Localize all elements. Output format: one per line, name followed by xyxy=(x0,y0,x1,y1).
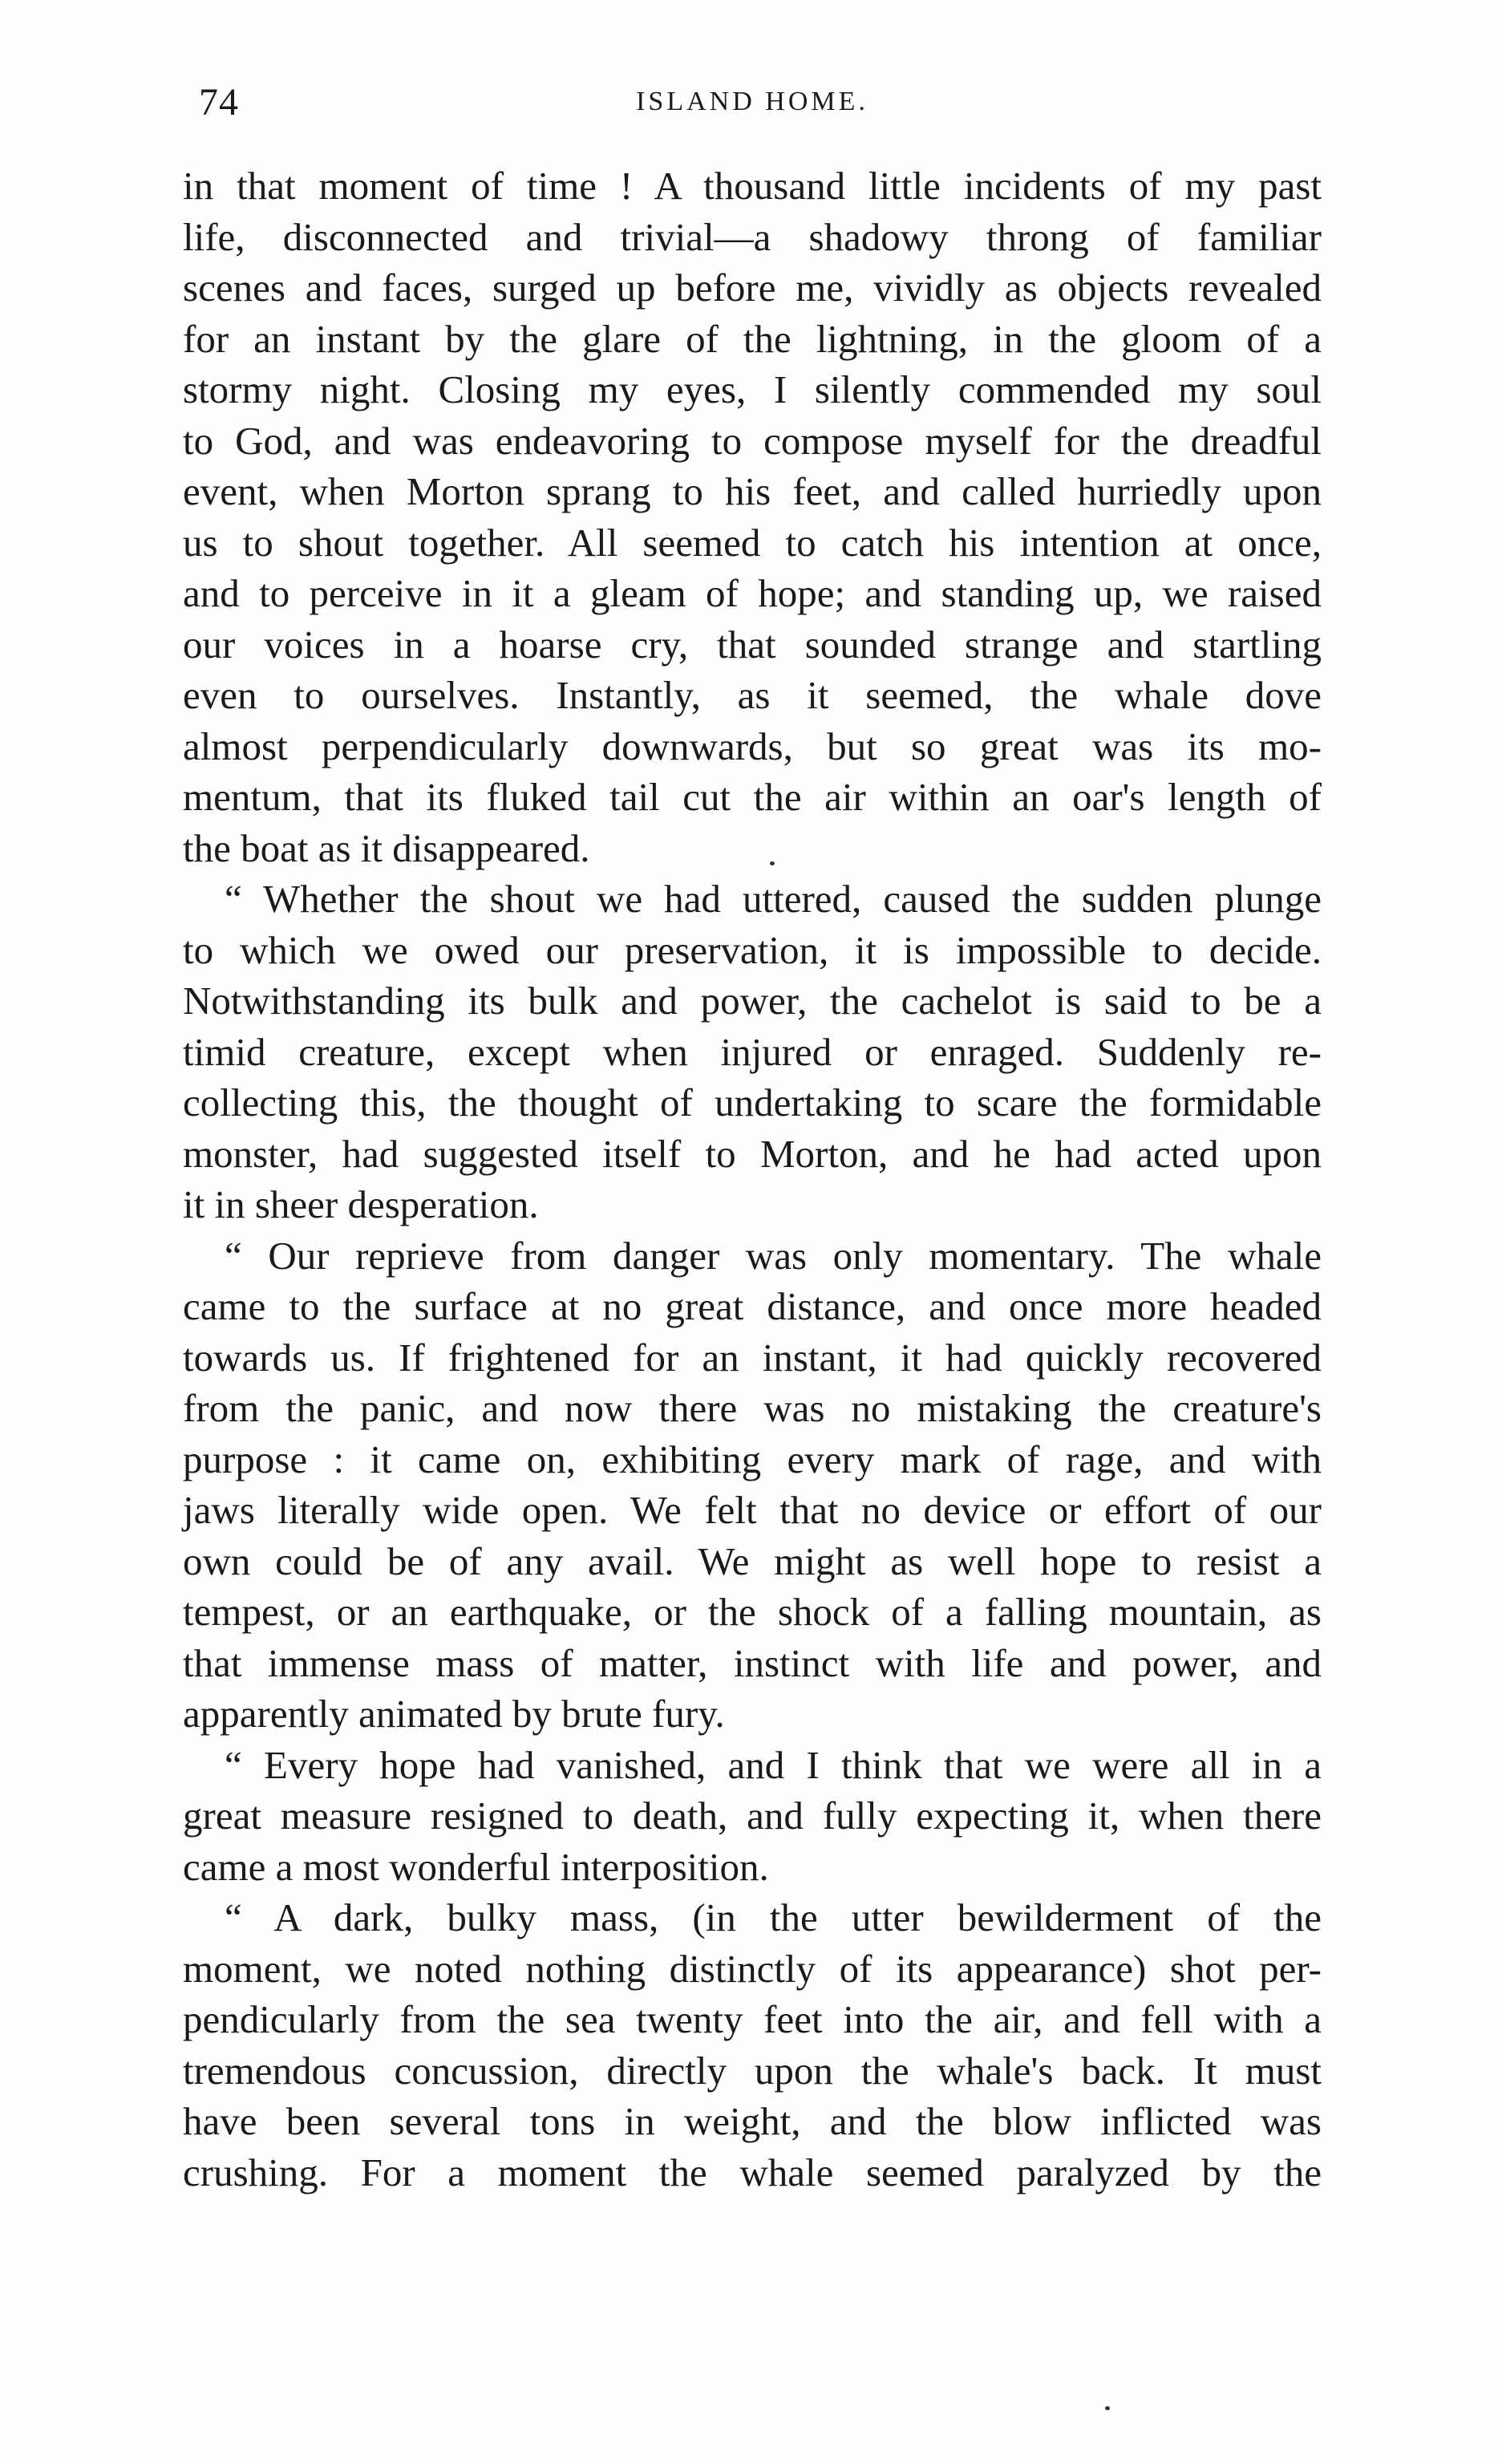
paragraph-end-line: it in sheer desperation. xyxy=(183,1182,539,1226)
paragraph-end-line: the boat as it disappeared. xyxy=(183,825,590,870)
page-number: 74 xyxy=(199,81,239,124)
text-line: timid creature, except when injured or enraged. Suddenly re- xyxy=(183,1029,1322,1074)
text-line: moment, we noted nothing distinctly of its appearance) shot per- xyxy=(183,1946,1322,1991)
text-line: monster, had suggested itself to Morton, and he had acted upon xyxy=(183,1131,1322,1176)
text-line: our voices in a hoarse cry, that sounded strange and startling xyxy=(183,622,1322,667)
text-line: tremendous concussion, directly upon the whale's back. It must xyxy=(183,2048,1322,2093)
text-line: in that moment of time ! A thousand little incidents of my past xyxy=(183,164,1322,208)
text-line: to God, and was endeavoring to compose myself for the dreadful xyxy=(183,418,1322,463)
paragraph-end-line: came a most wonderful interposition. xyxy=(183,1844,769,1889)
text-line: stormy night. Closing my eyes, I silently commended my soul xyxy=(183,367,1322,411)
text-line: to which we owed our preservation, it is impossible to decide. xyxy=(183,927,1322,972)
paragraph-start-line: “ Our reprieve from danger was only momentary. The whale xyxy=(225,1233,1322,1278)
text-line: scenes and faces, surged up before me, vividly as objects revealed xyxy=(183,265,1322,310)
page-header xyxy=(183,80,1322,128)
paragraph-start-line: “ A dark, bulky mass, (in the utter bewilderment of the xyxy=(225,1895,1322,1939)
print-speck xyxy=(1105,2406,1110,2410)
text-line: towards us. If frightened for an instant, it had quickly recovered xyxy=(183,1335,1322,1380)
paragraph-start-line: “ Whether the shout we had uttered, caused the sudden plunge xyxy=(225,877,1322,921)
paragraph-end-line: apparently animated by brute fury. xyxy=(183,1692,725,1736)
text-line: event, when Morton sprang to his feet, and called hurriedly upon xyxy=(183,469,1322,513)
text-line: for an instant by the glare of the lightning, in the gloom of a xyxy=(183,316,1322,361)
text-line: purpose : it came on, exhibiting every mark of rage, and with xyxy=(183,1437,1322,1481)
text-line: that immense mass of matter, instinct with life and power, and xyxy=(183,1640,1322,1685)
text-line: life, disconnected and trivial—a shadowy throng of familiar xyxy=(183,214,1322,259)
text-line: mentum, that its fluked tail cut the air within an oar's length of xyxy=(183,775,1322,819)
text-line: almost perpendicularly downwards, but so great was its mo- xyxy=(183,723,1322,768)
text-line: came to the surface at no great distance, and once more headed xyxy=(183,1284,1322,1328)
text-line: tempest, or an earthquake, or the shock of a falling mountain, as xyxy=(183,1590,1322,1634)
text-line: great measure resigned to death, and fully expecting it, when there xyxy=(183,1793,1322,1838)
text-line: even to ourselves. Instantly, as it seemed, the whale dove xyxy=(183,673,1322,717)
text-line: jaws literally wide open. We felt that no device or effort of our xyxy=(183,1488,1322,1532)
text-line: own could be of any avail. We might as well hope to resist a xyxy=(183,1538,1322,1583)
text-line: collecting this, the thought of undertaking to scare the formidable xyxy=(183,1080,1322,1125)
text-line: have been several tons in weight, and the blow inflicted was xyxy=(183,2099,1322,2143)
text-line: us to shout together. All seemed to catch his intention at once, xyxy=(183,520,1322,565)
text-line: and to perceive in it a gleam of hope; and standing up, we raised xyxy=(183,571,1322,615)
print-speck xyxy=(770,861,775,865)
text-line: pendicularly from the sea twenty feet into the air, and fell with a xyxy=(183,1997,1322,2041)
running-head: ISLAND HOME. xyxy=(636,87,868,116)
body-text xyxy=(183,160,1322,2198)
text-line: crushing. For a moment the whale seemed paralyzed by the xyxy=(183,2150,1322,2194)
text-line: from the panic, and now there was no mistaking the creature's xyxy=(183,1386,1322,1430)
paragraph-start-line: “ Every hope had vanished, and I think that we were all in a xyxy=(225,1742,1322,1787)
text-line: Notwithstanding its bulk and power, the cachelot is said to be a xyxy=(183,979,1322,1023)
